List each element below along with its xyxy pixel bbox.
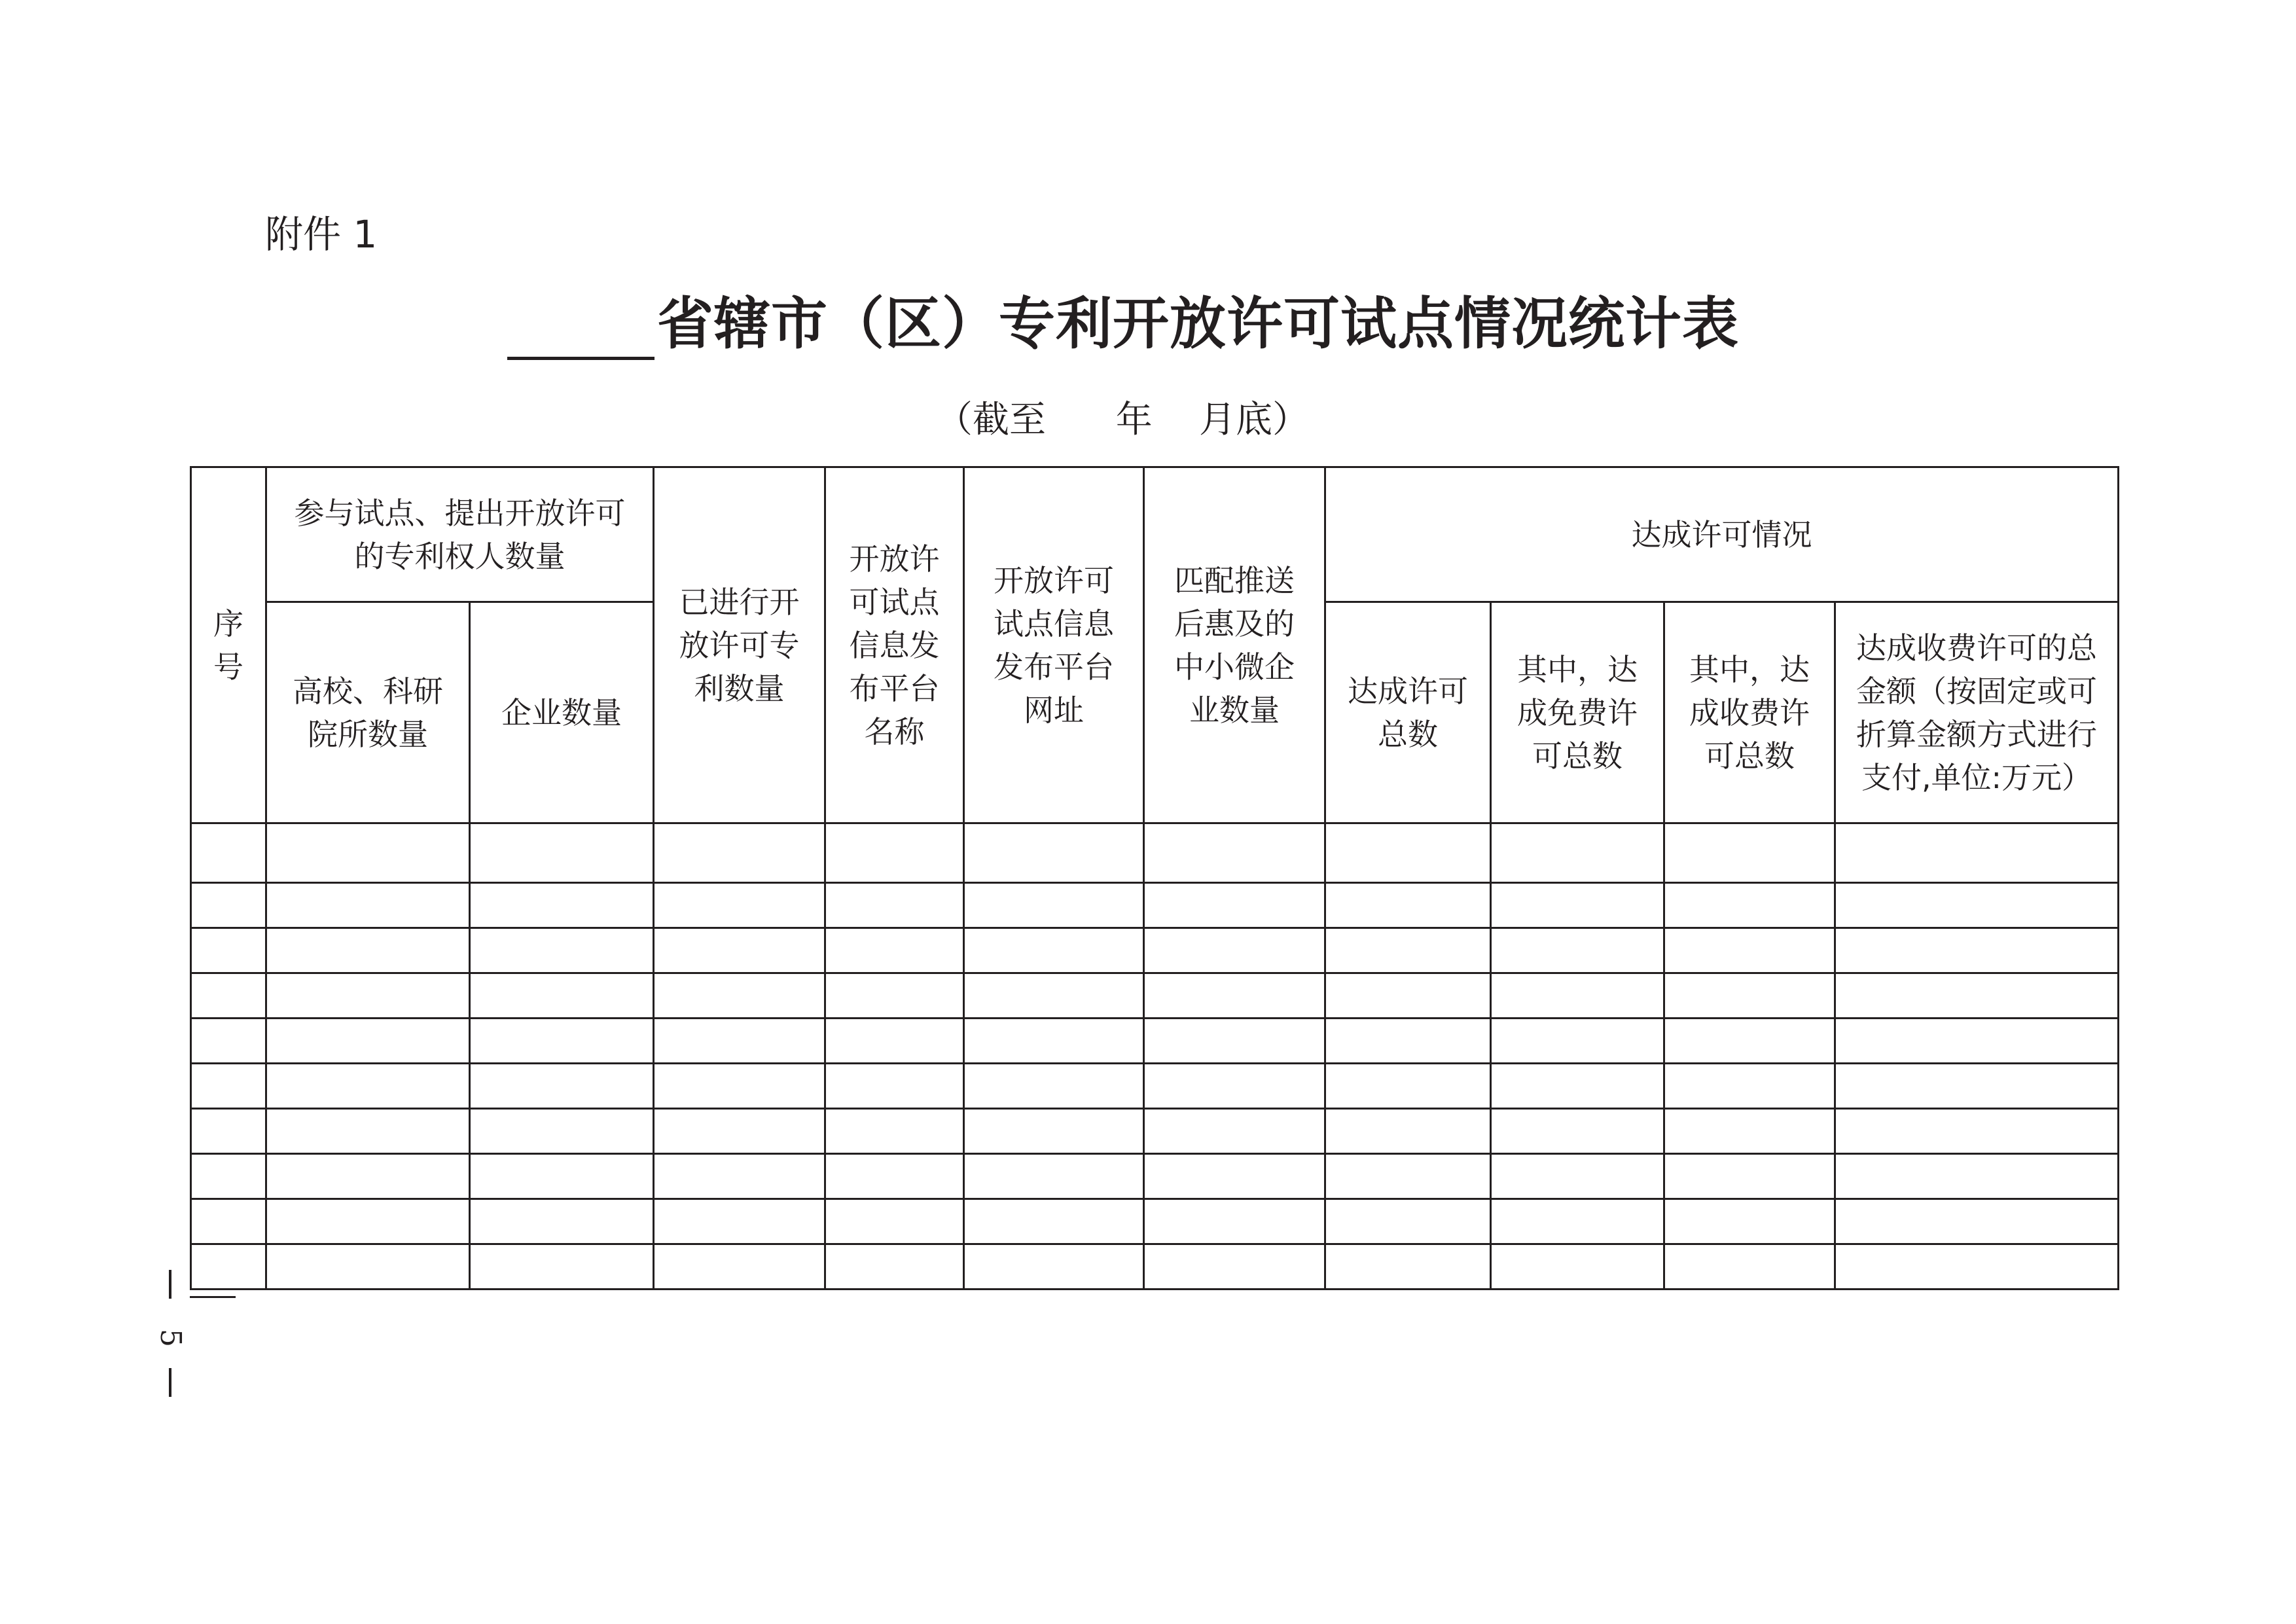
table-cell[interactable] xyxy=(1144,928,1325,973)
table-cell[interactable] xyxy=(191,1064,266,1109)
table-cell[interactable] xyxy=(1325,1244,1491,1290)
table-cell[interactable] xyxy=(1491,1064,1664,1109)
table-cell[interactable] xyxy=(825,1244,964,1290)
table-cell[interactable] xyxy=(1835,1019,2119,1064)
statistics-table xyxy=(190,466,2119,1290)
title-block xyxy=(507,288,1739,360)
table-row xyxy=(191,1244,2119,1290)
table-row xyxy=(191,823,2119,883)
table-body xyxy=(191,823,2119,1290)
table-cell[interactable] xyxy=(1835,823,2119,883)
table-cell[interactable] xyxy=(1144,1244,1325,1290)
table-cell[interactable] xyxy=(1144,1199,1325,1244)
table-cell[interactable] xyxy=(1664,973,1835,1019)
table-cell[interactable] xyxy=(266,1109,470,1154)
table-cell[interactable] xyxy=(1491,823,1664,883)
table-cell[interactable] xyxy=(1325,1064,1491,1109)
table-cell[interactable] xyxy=(1144,973,1325,1019)
table-cell[interactable] xyxy=(1144,1019,1325,1064)
table-cell[interactable] xyxy=(191,973,266,1019)
table-cell[interactable] xyxy=(1491,928,1664,973)
table-cell[interactable] xyxy=(1144,823,1325,883)
header-patents: 已进行开放许可专利数量 xyxy=(654,467,825,823)
table-cell[interactable] xyxy=(1664,928,1835,973)
table-cell[interactable] xyxy=(1491,1019,1664,1064)
table-cell[interactable] xyxy=(266,1154,470,1199)
header-total-licenses: 达成许可总数 xyxy=(1325,602,1491,823)
table-cell[interactable] xyxy=(964,973,1144,1019)
table-cell[interactable] xyxy=(1664,1244,1835,1290)
attachment-label: 附件 1 xyxy=(265,212,378,257)
header-platform-url: 开放许可试点信息发布平台网址 xyxy=(964,467,1144,823)
header-sme: 匹配推送后惠及的中小微企业数量 xyxy=(1144,467,1325,823)
table-cell[interactable] xyxy=(1835,1199,2119,1244)
page-number-mark xyxy=(154,1270,187,1401)
table-cell[interactable] xyxy=(825,883,964,928)
table-cell[interactable] xyxy=(1491,1109,1664,1154)
table-cell[interactable] xyxy=(964,883,1144,928)
date-subtitle: （截至 年 月底） xyxy=(936,399,1310,441)
table-cell[interactable] xyxy=(266,883,470,928)
table-cell[interactable] xyxy=(1325,1019,1491,1064)
table-cell[interactable] xyxy=(825,1154,964,1199)
table-cell[interactable] xyxy=(470,928,654,973)
table-cell[interactable] xyxy=(1325,823,1491,883)
table-cell[interactable] xyxy=(1491,883,1664,928)
table-cell[interactable] xyxy=(1144,1154,1325,1199)
header-participants: 参与试点、提出开放许可的专利权人数量 xyxy=(266,467,654,602)
table-cell[interactable] xyxy=(964,1244,1144,1290)
table-cell[interactable] xyxy=(964,1154,1144,1199)
table-cell[interactable] xyxy=(964,1064,1144,1109)
table-cell[interactable] xyxy=(191,1154,266,1199)
table-cell[interactable] xyxy=(1664,1154,1835,1199)
table-cell[interactable] xyxy=(470,823,654,883)
table-cell[interactable] xyxy=(1664,1064,1835,1109)
header-platform-name: 开放许可试点信息发布平台名称 xyxy=(825,467,964,823)
page-dash-top xyxy=(169,1270,171,1299)
header-seq: 序号 xyxy=(191,467,266,823)
footer-rule xyxy=(190,1296,236,1298)
table-cell[interactable] xyxy=(654,1064,825,1109)
table-cell[interactable] xyxy=(1664,1019,1835,1064)
table-cell[interactable] xyxy=(191,928,266,973)
table-cell[interactable] xyxy=(470,1019,654,1064)
table-cell[interactable] xyxy=(266,823,470,883)
table-row xyxy=(191,1064,2119,1109)
table-cell[interactable] xyxy=(1325,973,1491,1019)
table-cell[interactable] xyxy=(964,928,1144,973)
table-row xyxy=(191,973,2119,1019)
table-cell[interactable] xyxy=(964,1199,1144,1244)
table-cell[interactable] xyxy=(825,1199,964,1244)
header-paid-licenses: 其中，达成收费许可总数 xyxy=(1664,602,1835,823)
table-cell[interactable] xyxy=(825,823,964,883)
table-cell[interactable] xyxy=(825,973,964,1019)
table-cell[interactable] xyxy=(825,1019,964,1064)
table-row xyxy=(191,883,2119,928)
table-cell[interactable] xyxy=(1325,928,1491,973)
table-cell[interactable] xyxy=(1835,1109,2119,1154)
table-cell[interactable] xyxy=(1491,973,1664,1019)
page-number: 5 xyxy=(154,1329,187,1347)
table-cell[interactable] xyxy=(654,928,825,973)
table-row xyxy=(191,1109,2119,1154)
table-cell[interactable] xyxy=(266,1064,470,1109)
table-cell[interactable] xyxy=(654,1199,825,1244)
table-cell[interactable] xyxy=(654,973,825,1019)
table-cell[interactable] xyxy=(825,1064,964,1109)
table-cell[interactable] xyxy=(191,823,266,883)
table-cell[interactable] xyxy=(1664,1109,1835,1154)
table-cell[interactable] xyxy=(1664,1199,1835,1244)
table-cell[interactable] xyxy=(266,1019,470,1064)
table-cell[interactable] xyxy=(470,1244,654,1290)
page-dash-bottom xyxy=(169,1368,171,1397)
table-cell[interactable] xyxy=(191,883,266,928)
table-cell[interactable] xyxy=(191,1019,266,1064)
table-cell[interactable] xyxy=(1491,1199,1664,1244)
table-row xyxy=(191,928,2119,973)
table-cell[interactable] xyxy=(1835,928,2119,973)
title-blank-line xyxy=(507,294,655,360)
table-cell[interactable] xyxy=(1491,1244,1664,1290)
table-cell[interactable] xyxy=(470,1064,654,1109)
table-cell[interactable] xyxy=(964,823,1144,883)
table-cell[interactable] xyxy=(1144,1109,1325,1154)
table-cell[interactable] xyxy=(1835,1064,2119,1109)
table-cell[interactable] xyxy=(1664,823,1835,883)
table-cell[interactable] xyxy=(191,1199,266,1244)
table-cell[interactable] xyxy=(266,928,470,973)
table-cell[interactable] xyxy=(964,1109,1144,1154)
table-cell[interactable] xyxy=(654,1244,825,1290)
table-cell[interactable] xyxy=(654,823,825,883)
table-cell[interactable] xyxy=(1491,1154,1664,1199)
header-free-licenses: 其中，达成免费许可总数 xyxy=(1491,602,1664,823)
table-cell[interactable] xyxy=(654,883,825,928)
table-cell[interactable] xyxy=(266,1244,470,1290)
table-cell[interactable] xyxy=(1144,883,1325,928)
table-cell[interactable] xyxy=(1144,1064,1325,1109)
table-cell[interactable] xyxy=(1325,883,1491,928)
table-cell[interactable] xyxy=(1664,883,1835,928)
table-cell[interactable] xyxy=(266,1199,470,1244)
table-cell[interactable] xyxy=(654,1154,825,1199)
table-cell[interactable] xyxy=(1835,1244,2119,1290)
table-cell[interactable] xyxy=(1835,883,2119,928)
table-cell[interactable] xyxy=(470,973,654,1019)
header-amount: 达成收费许可的总金额（按固定或可折算金额方式进行支付,单位:万元） xyxy=(1835,602,2119,823)
table-row xyxy=(191,1019,2119,1064)
header-row-1 xyxy=(191,467,2119,602)
page-title: 省辖市（区）专利开放许可试点情况统计表 xyxy=(657,291,1739,357)
table-cell[interactable] xyxy=(1835,973,2119,1019)
table-cell[interactable] xyxy=(191,1109,266,1154)
table-cell[interactable] xyxy=(825,1109,964,1154)
table-cell[interactable] xyxy=(470,883,654,928)
table-row xyxy=(191,1199,2119,1244)
table-cell[interactable] xyxy=(266,973,470,1019)
table-cell[interactable] xyxy=(470,1199,654,1244)
header-universities: 高校、科研院所数量 xyxy=(266,602,470,823)
table-cell[interactable] xyxy=(470,1109,654,1154)
table-cell[interactable] xyxy=(1325,1109,1491,1154)
table-cell[interactable] xyxy=(654,1019,825,1064)
table-cell[interactable] xyxy=(654,1109,825,1154)
header-enterprises: 企业数量 xyxy=(470,602,654,823)
table-cell[interactable] xyxy=(825,928,964,973)
table-cell[interactable] xyxy=(191,1244,266,1290)
table-cell[interactable] xyxy=(1835,1154,2119,1199)
table-cell[interactable] xyxy=(1325,1154,1491,1199)
header-license-status: 达成许可情况 xyxy=(1325,467,2119,602)
table-cell[interactable] xyxy=(964,1019,1144,1064)
table-cell[interactable] xyxy=(470,1154,654,1199)
table-cell[interactable] xyxy=(1325,1199,1491,1244)
table-row xyxy=(191,1154,2119,1199)
